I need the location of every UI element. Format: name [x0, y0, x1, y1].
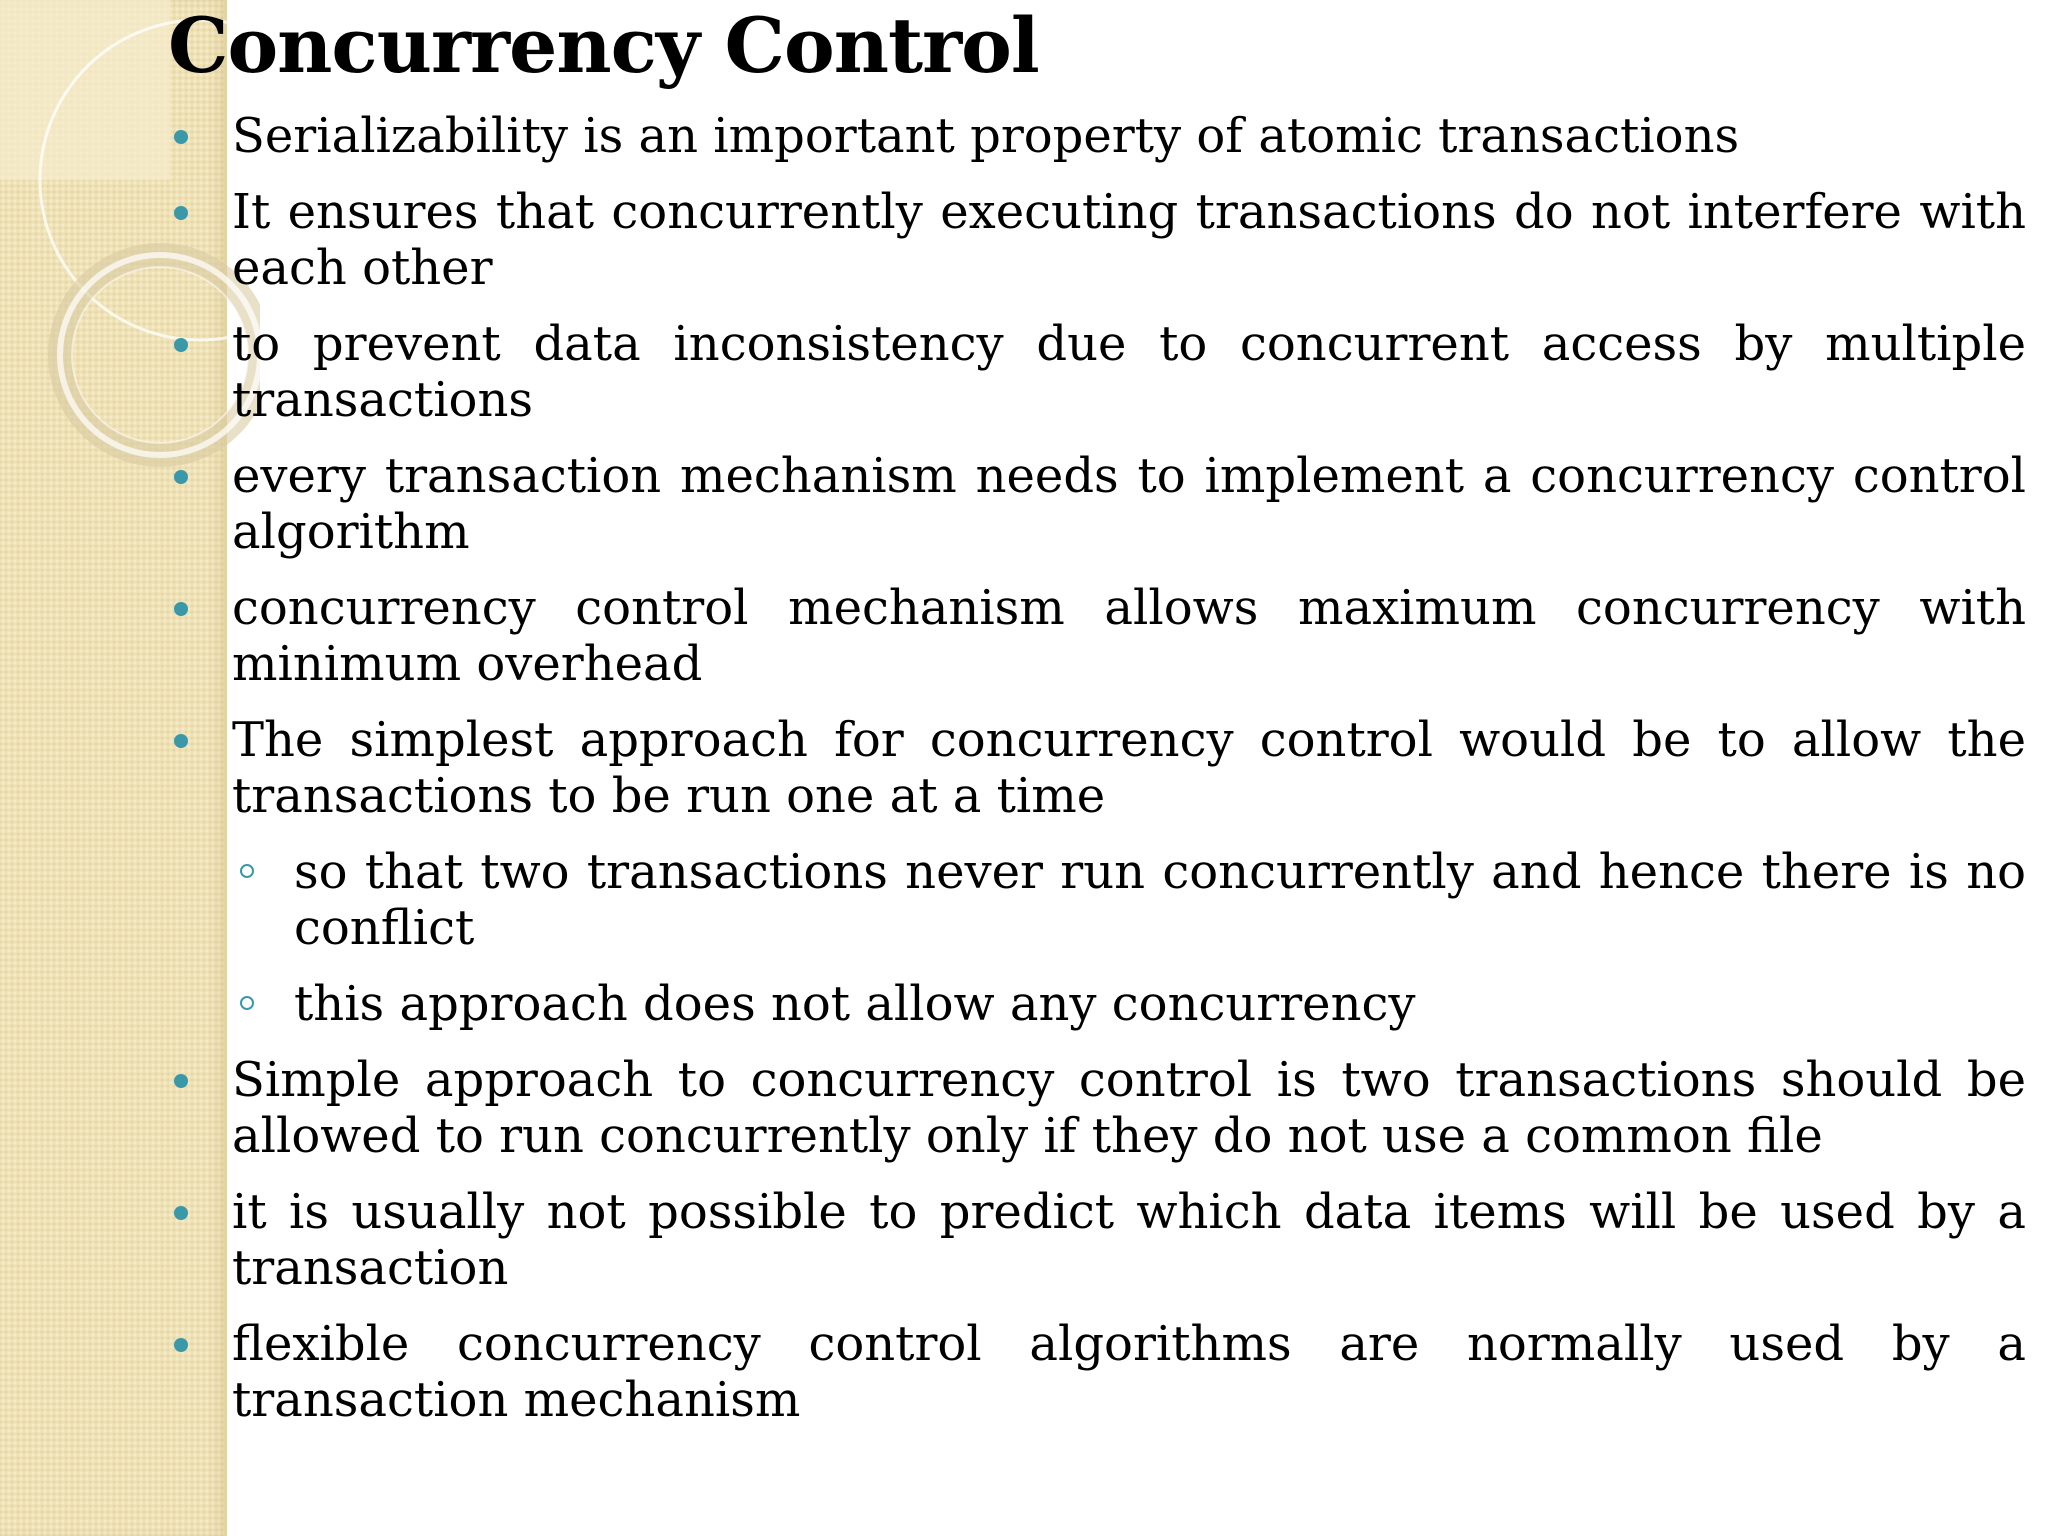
- ring-bullet-icon: [240, 864, 254, 878]
- bullet-text: It ensures that concurrently executing transactions do not interfere with each other: [232, 184, 2026, 296]
- bullet-item: [168, 184, 2026, 296]
- bullet-dot-icon: [174, 602, 188, 616]
- bullet-dot-icon: [174, 1074, 188, 1088]
- bullet-dot-icon: [174, 338, 188, 352]
- sub-bullet-item: [168, 844, 2026, 956]
- bullet-text: every transaction mechanism needs to implement a concurrency control algorithm: [232, 448, 2026, 560]
- bullet-item: [168, 1052, 2026, 1164]
- sub-bullet-text: so that two transactions never run concurrently and hence there is no conflict: [294, 844, 2026, 956]
- ring-bullet-icon: [240, 996, 254, 1010]
- bullet-dot-icon: [174, 734, 188, 748]
- sub-bullet-item: [168, 976, 2026, 1032]
- bullet-item: [168, 448, 2026, 560]
- bullet-item: [168, 1316, 2026, 1428]
- bullet-item: [168, 712, 2026, 824]
- bullet-dot-icon: [174, 1206, 188, 1220]
- bullet-text: The simplest approach for concurrency control would be to allow the transactions to be run one at a time: [232, 712, 2026, 824]
- bullet-text: to prevent data inconsistency due to concurrent access by multiple transactions: [232, 316, 2026, 428]
- bullet-text: Simple approach to concurrency control is two transactions should be allowed to run concurrently only if they do not use a common file: [232, 1052, 2026, 1164]
- bullet-dot-icon: [174, 470, 188, 484]
- bullet-text: it is usually not possible to predict which data items will be used by a transaction: [232, 1184, 2026, 1296]
- slide-title: Concurrency Control: [168, 1, 1039, 90]
- bullet-item: [168, 1184, 2026, 1296]
- bullet-text: flexible concurrency control algorithms are normally used by a transaction mechanism: [232, 1316, 2026, 1428]
- bullet-dot-icon: [174, 1338, 188, 1352]
- bullet-item: [168, 108, 2026, 164]
- bullet-dot-icon: [174, 130, 188, 144]
- bullet-item: [168, 316, 2026, 428]
- sub-bullet-text: this approach does not allow any concurrency: [294, 976, 1416, 1032]
- bullet-text: concurrency control mechanism allows maximum concurrency with minimum overhead: [232, 580, 2026, 692]
- bullet-text: Serializability is an important property of atomic transactions: [232, 108, 1740, 164]
- bullet-dot-icon: [174, 206, 188, 220]
- bullet-list: [168, 108, 2026, 1448]
- bullet-item: [168, 580, 2026, 692]
